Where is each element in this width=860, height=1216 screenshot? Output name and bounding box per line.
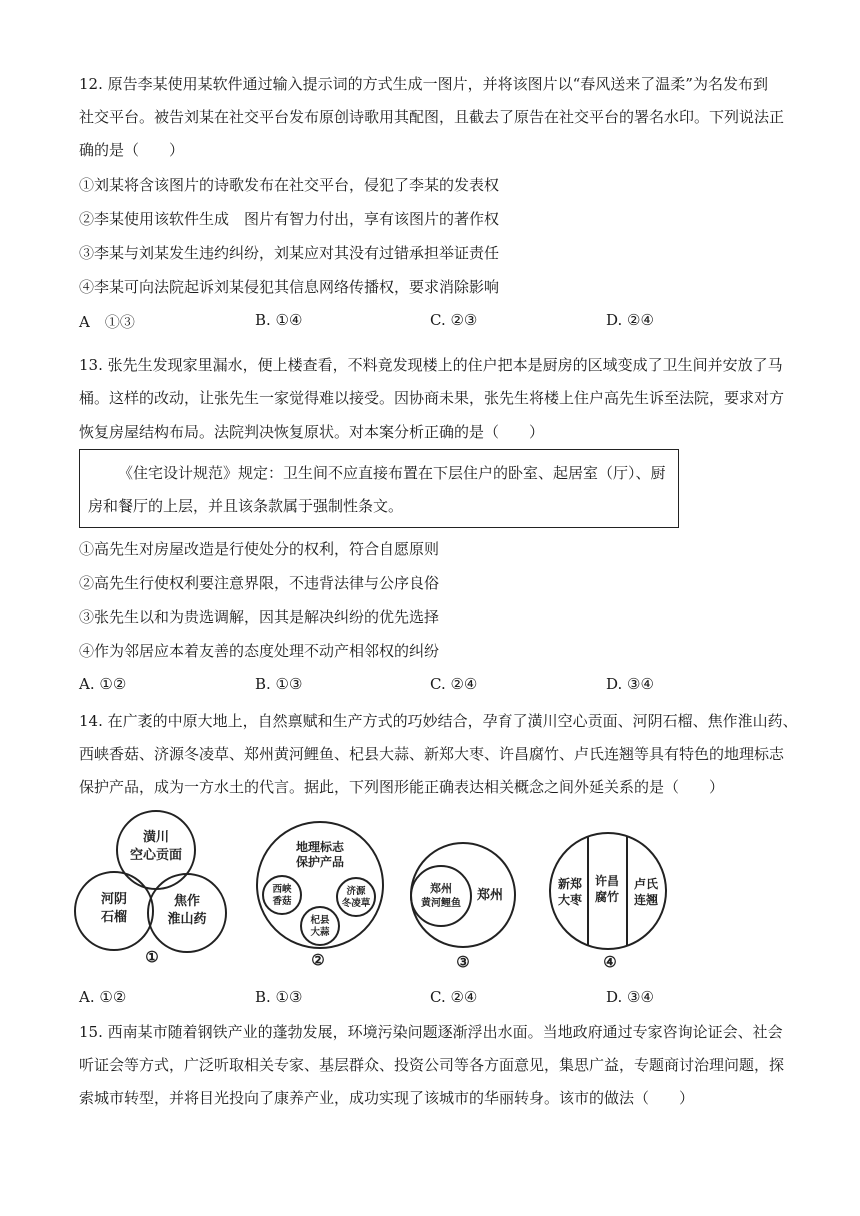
notice-line-1: 《住宅设计规范》规定：卫生间不应直接布置在下层住户的卧室、起居室（厅）、厨 [118,464,666,482]
q14-option-d: D. ③④ [606,988,654,1006]
d4-number: ④ [603,953,617,971]
q12-option-d: D. ②④ [606,311,654,329]
q13-stem-line-3: 恢复房屋结构布局。法院判决恢复原状。对本案分析正确的是（ ） [79,423,545,441]
q12-option-a: A ①③ [79,313,135,331]
q12-item-3: ③李某与刘某发生违约纠纷，刘某应对其没有过错承担举证责任 [79,244,500,262]
q12-stem-line-1: 12. 原告李某使用某软件通过输入提示词的方式生成一图片，并将该图片以“春风送来了温柔”为名发布到 [79,75,768,93]
q14-option-c: C. ②④ [430,988,478,1006]
d4-a-line1: 新郑 [557,877,583,891]
d1-number: ① [145,948,159,966]
q13-stem-line-2: 桶。这样的改动，让张先生一家觉得难以接受。因协商未果，张先生将楼上住户高先生诉至法院，要求对方 [79,389,785,407]
d2-c-line1: 杞县 [310,915,330,926]
q15-stem-line-3: 索城市转型，并将目光投向了康养产业，成功实现了该城市的华丽转身。该市的做法（ ） [79,1089,695,1107]
d3-number: ③ [456,953,470,971]
d4-a-line2: 大枣 [557,893,583,907]
q12-item-4: ④李某可向法院起诉刘某侵犯其信息网络传播权，要求消除影响 [79,278,500,296]
q14-stem-line-2: 西峡香菇、济源冬凌草、郑州黄河鲤鱼、杞县大蒜、新郑大枣、许昌腐竹、卢氏连翘等具有特色的地理标志 [79,745,785,763]
d2-c-line2: 大蒜 [310,927,330,938]
q13-item-3: ③张先生以和为贵选调解，因其是解决纠纷的优先选择 [79,608,440,626]
q15-stem-line-2: 听证会等方式，广泛听取相关专家、基层群众、投资公司等各方面意见，集思广益，专题商讨治理问题，探 [79,1056,785,1074]
d2-number: ② [311,951,325,969]
regulation-notice-box [79,449,679,528]
d3-outer-label: 郑州 [476,888,504,903]
d1-top-line1: 潢川 [142,830,170,845]
d3-inner-line2: 黄河鲤鱼 [421,898,461,909]
d2-outer-line2: 保护产品 [295,855,345,869]
q12-stem-line-3: 确的是（ ） [79,141,185,159]
d2-a-line2: 香菇 [272,896,292,907]
q13-item-4: ④作为邻居应本着友善的态度处理不动产相邻权的纠纷 [79,642,440,660]
q14-stem-line-1: 14. 在广袤的中原大地上，自然禀赋和生产方式的巧妙结合，孕育了潢川空心贡面、河阴石榴、焦作淮山药、 [79,712,798,730]
d2-b-line2: 冬凌草 [341,898,371,909]
q13-stem-line-1: 13. 张先生发现家里漏水，便上楼查看，不料竟发现楼上的住户把本是厨房的区域变成了卫生间并安放了马 [79,356,783,374]
q14-option-b: B. ①③ [255,988,303,1006]
q12-item-1: ①刘某将含该图片的诗歌发布在社交平台，侵犯了李某的发表权 [79,176,500,194]
q12-option-c: C. ②③ [430,311,478,329]
q14-stem-line-3: 保护产品，成为一方水土的代言。据此，下列图形能正确表达相关概念之间外延关系的是（ ） [79,778,725,796]
d4-c-line2: 连翘 [633,893,659,907]
q13-option-a: A. ①② [79,675,127,693]
q13-option-b: B. ①③ [255,675,303,693]
q12-item-2: ②李某使用该软件生成 图片有智力付出，享有该图片的著作权 [79,210,500,228]
q12-option-b: B. ①④ [255,311,303,329]
d1-right-line1: 焦作 [173,894,201,909]
q15-stem-line-1: 15. 西南某市随着钢铁产业的蓬勃发展，环境污染问题逐渐浮出水面。当地政府通过专家咨询论证会、社会 [79,1023,783,1041]
d1-top-line2: 空心贡面 [129,848,183,863]
d1-left-line1: 河阴 [100,892,128,907]
q13-option-c: C. ②④ [430,675,478,693]
d4-c-line1: 卢氏 [633,877,659,891]
q12-stem-line-2: 社交平台。被告刘某在社交平台发布原创诗歌用其配图，且截去了原告在社交平台的署名水印。下列说法正 [79,108,785,126]
d4-b-line2: 腐竹 [594,890,620,904]
q13-option-d: D. ③④ [606,675,654,693]
d2-a-line1: 西峡 [272,884,292,895]
d4-b-line1: 许昌 [594,874,620,888]
d1-left-line2: 石榴 [100,910,128,925]
q13-item-2: ②高先生行使权利要注意界限，不违背法律与公序良俗 [79,574,440,592]
d2-b-line1: 济源 [346,886,366,897]
q14-diagram-figure [70,805,770,975]
q14-option-a: A. ①② [79,988,127,1006]
q13-item-1: ①高先生对房屋改造是行使处分的权利，符合自愿原则 [79,540,440,558]
d2-outer-line1: 地理标志 [295,840,345,854]
notice-line-2: 房和餐厅的上层，并且该条款属于强制性条文。 [88,497,404,515]
d1-right-line2: 淮山药 [167,912,207,927]
d3-inner-line1: 郑州 [430,882,452,895]
